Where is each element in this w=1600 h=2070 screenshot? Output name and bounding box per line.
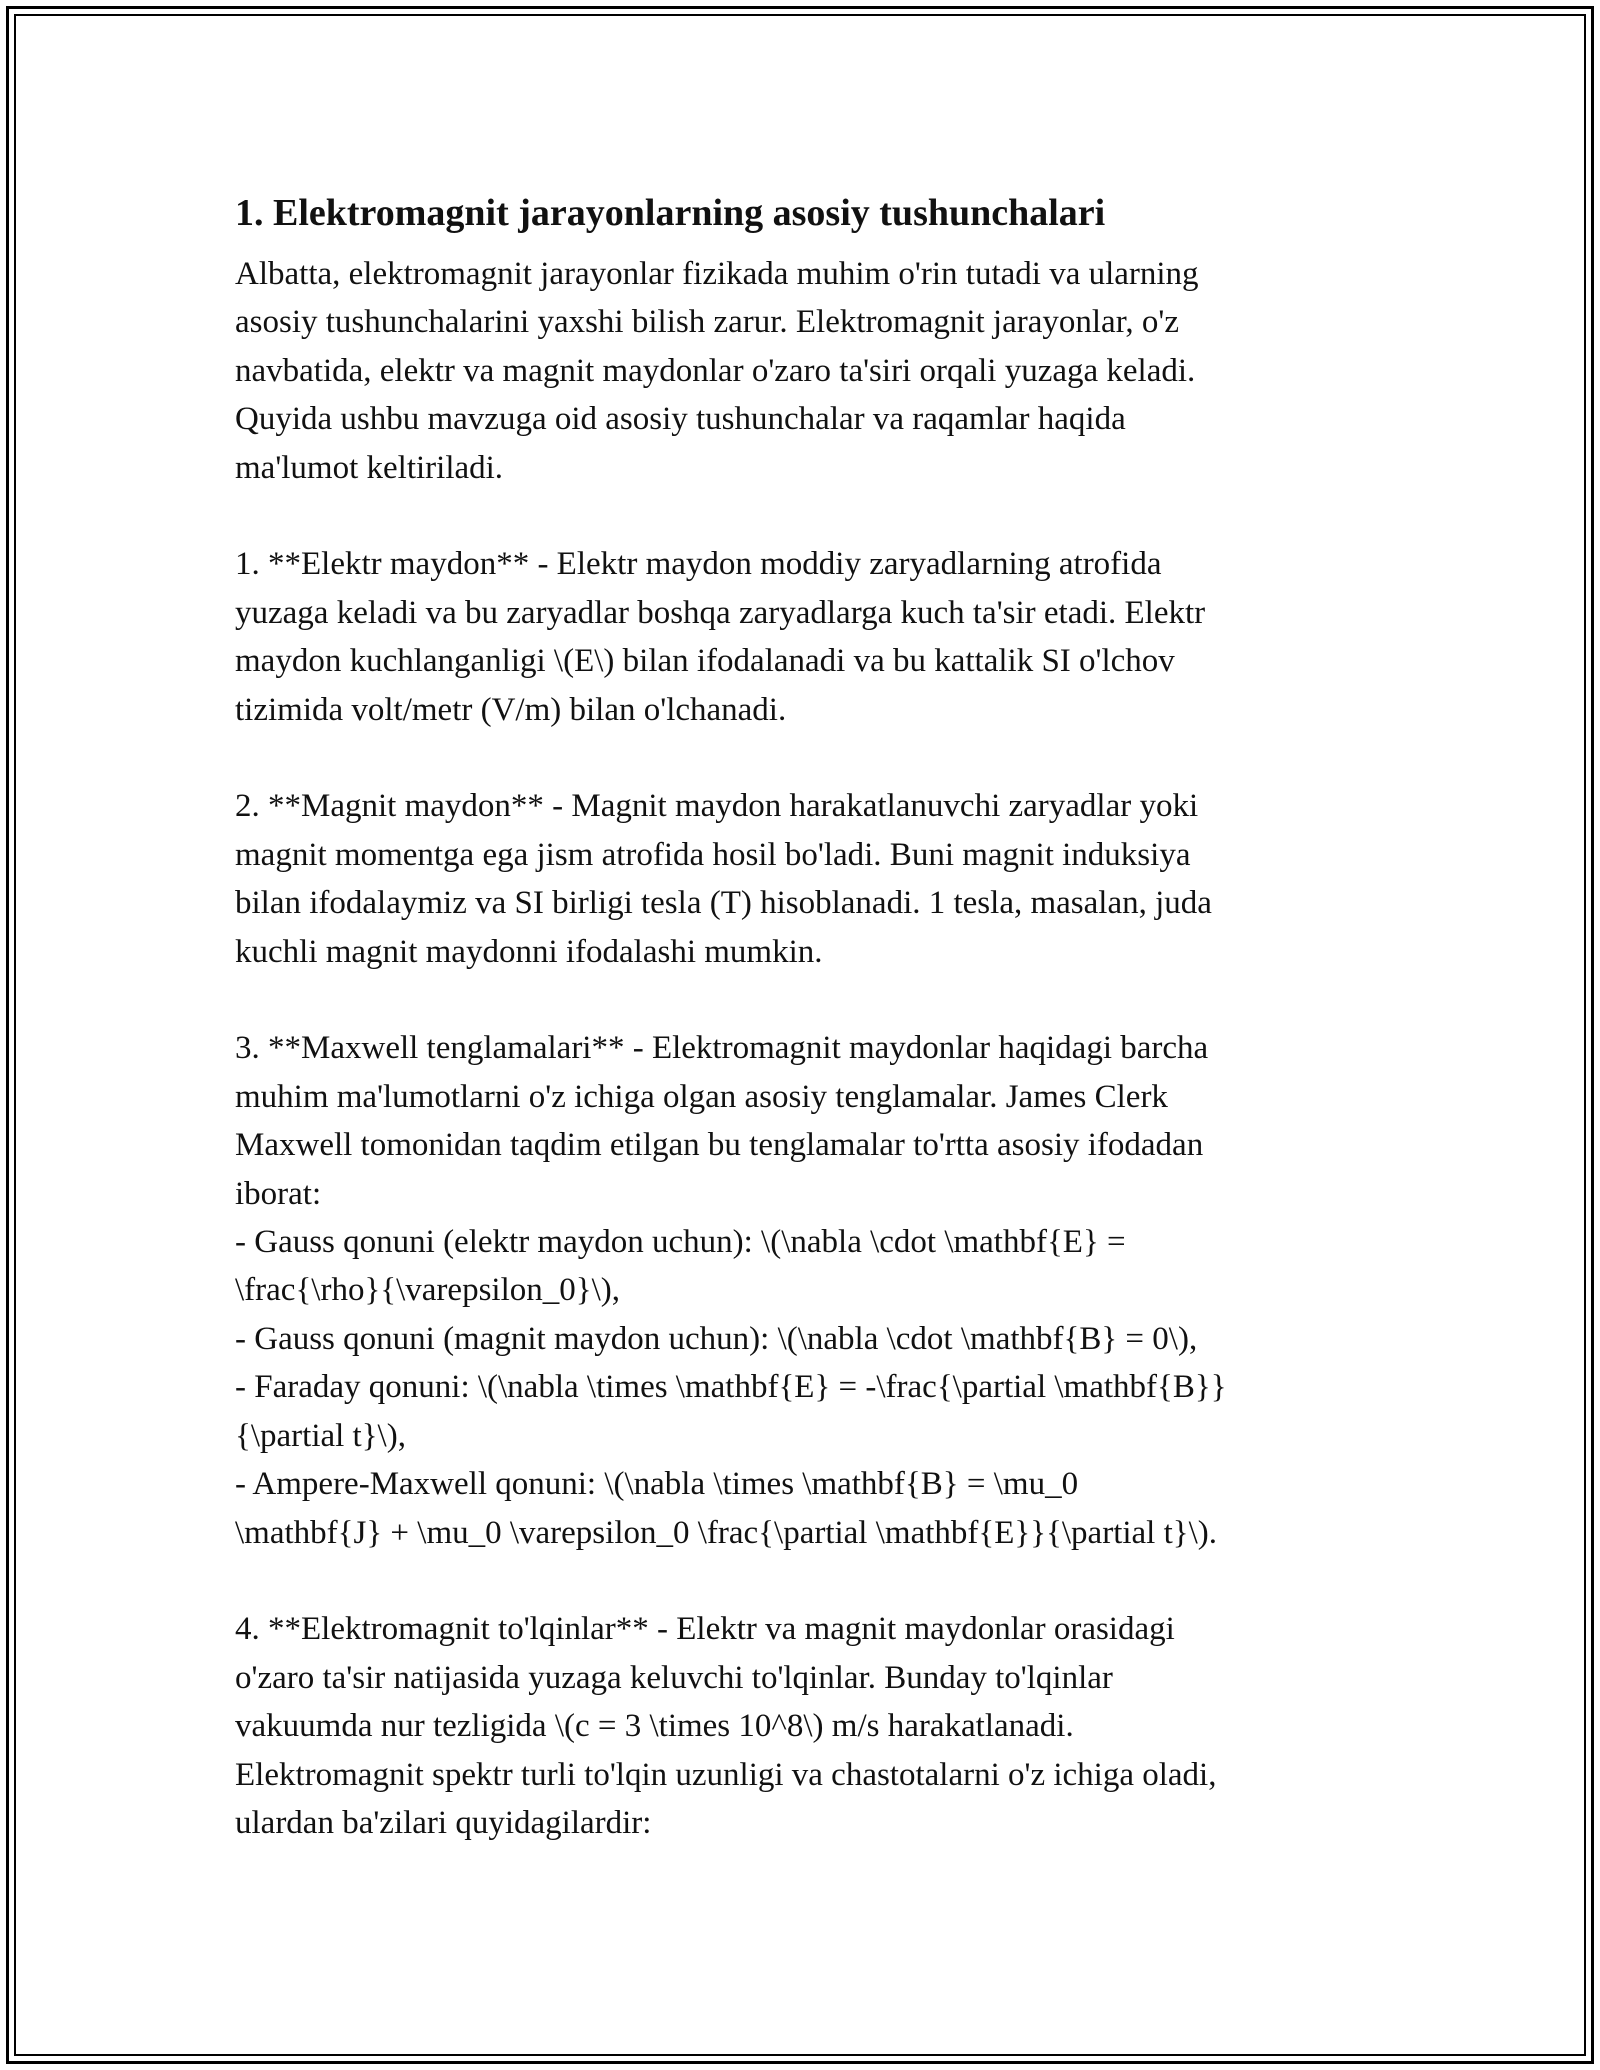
paragraph-spacer [235, 734, 1380, 782]
item-em-waves: 4. **Elektromagnit to'lqinlar** - Elektr va magnit maydonlar orasidagi o'zaro ta'sir natijasida yuzaga keluvchi to'lqinlar. Bunday to'lqinlar vakuumda nur tezligida \(c = 3 \times 10^8\) m/s harakatlanadi. Elektromagnit spektr turli to'lqin uzunligi va chastotalarni o'z ichiga oladi, ulardan ba'zilari quyidagilardir: [235, 1611, 1217, 1841]
item-magnetic-field: 2. **Magnit maydon** - Magnit maydon harakatlanuvchi zaryadlar yoki magnit momentga ega jism atrofida hosil bo'ladi. Buni magnit induksiya bilan ifodalaymiz va SI birligi tesla (T) hisoblanadi. 1 tesla, masalan, juda kuchli magnit maydonni ifodalashi mumkin. [235, 788, 1212, 970]
paragraph-spacer [235, 492, 1380, 540]
paragraph-spacer [235, 1557, 1380, 1605]
document-body [235, 186, 1380, 1847]
item-maxwell-equations: 3. **Maxwell tenglamalari** - Elektromagnit maydonlar haqidagi barcha muhim ma'lumotlarni o'z ichiga olgan asosiy tenglamalar. James Clerk Maxwell tomonidan taqdim etilgan bu tenglamalar to'rtta asosiy ifodadan iborat: - Gauss qonuni (elektr maydon uchun): \(\nabla \cdot \mathbf{E} = \frac{\rho}{\varepsilon_0}\), - Gauss qonuni (magnit maydon uchun): \(\nabla \cdot \mathbf{B} = 0\), - Faraday qonuni: \(\nabla \times \mathbf{E} = -\frac{\partial \mathbf{B}} {\partial t}\), - Ampere-Maxwell qonuni: \(\nabla \times \mathbf{B} = \mu_0 \mathbf{J} + \mu_0 \varepsilon_0 \frac{\partial \mathbf{E}}{\partial t}\). [235, 1030, 1227, 1551]
intro-paragraph: Albatta, elektromagnit jarayonlar fizikada muhim o'rin tutadi va ularning asosiy tushunchalarini yaxshi bilish zarur. Elektromagnit jarayonlar, o'z navbatida, elektr va magnit maydonlar o'zaro ta'siri orqali yuzaga keladi. Quyida ushbu mavzuga oid asosiy tushunchalar va raqamlar haqida ma'lumot keltiriladi. [235, 256, 1199, 486]
item-electric-field: 1. **Elektr maydon** - Elektr maydon moddiy zaryadlarning atrofida yuzaga keladi va bu zaryadlar boshqa zaryadlarga kuch ta'sir etadi. Elektr maydon kuchlanganligi \(E\) bilan ifodalanadi va bu kattalik SI o'lchov tizimida volt/metr (V/m) bilan o'lchanadi. [235, 546, 1206, 728]
section-heading: 1. Elektromagnit jarayonlarning asosiy tushunchalari [235, 192, 1106, 234]
paragraph-spacer [235, 976, 1380, 1024]
